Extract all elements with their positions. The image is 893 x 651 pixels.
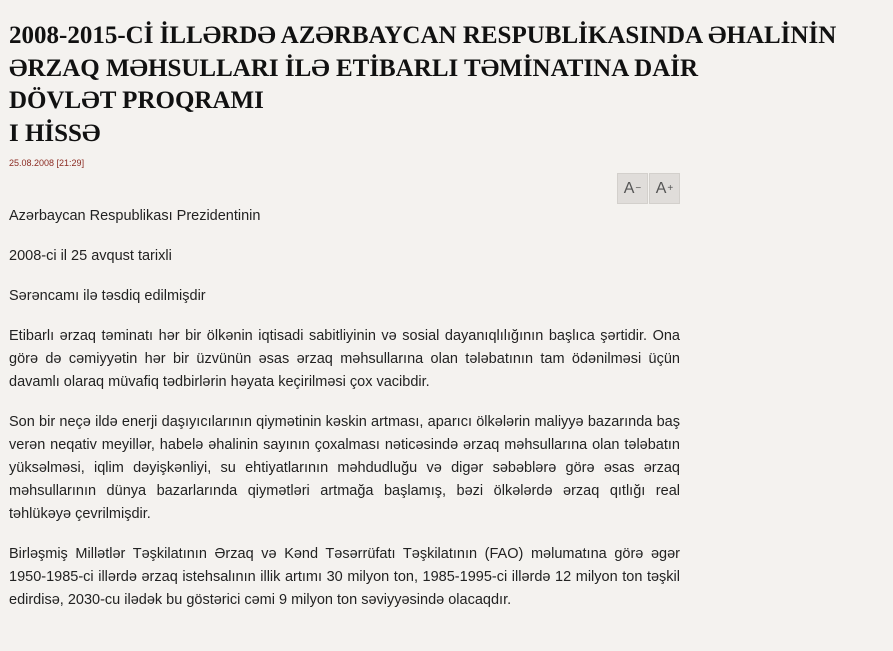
- title-line: ƏRZAQ MƏHSULLARI İLƏ ETİBARLI TƏMİNATINA DAİR: [9, 54, 699, 82]
- paragraph: Etibarlı ərzaq təminatı hər bir ölkənin iqtisadi sabitliyinin və sosial dayanıqlılığının başlıca şərtidir. Ona görə də cəmiyyətin hər bir üzvünün əsas ərzaq məhsullarına olan tələbatının tam ödənilməsi üçün davamlı olaraq müvafiq tədbirlərin həyata keçirilməsi çox vacibdir.: [9, 328, 680, 390]
- decrease-font-button[interactable]: [617, 173, 648, 204]
- paragraph: Birləşmiş Millətlər Təşkilatının Ərzaq və Kənd Təsərrüfatı Təşkilatının (FAO) məlumatına görə əgər 1950-1985-ci illərdə ərzaq istehsalının illik artımı 30 milyon ton, 1985-1995-ci illərdə 12 milyon ton təşkil edirdisə, 2030-cu ilədək bu göstərici cəmi 9 milyon ton səviyyəsində olacaqdır.: [9, 546, 680, 608]
- article-body: [9, 205, 680, 629]
- article-title: [9, 20, 889, 150]
- paragraph: Sərəncamı ilə təsdiq edilmişdir: [9, 288, 206, 304]
- article-date: 25.08.2008 [21:29]: [9, 158, 85, 168]
- plus-icon: +: [667, 183, 674, 194]
- title-line: 2008-2015-Cİ İLLƏRDƏ AZƏRBAYCAN RESPUBLİKASINDA ƏHALİNİN: [9, 22, 837, 49]
- increase-font-button[interactable]: [649, 173, 680, 204]
- paragraph: Son bir neçə ildə enerji daşıyıcılarının qiymətinin kəskin artması, aparıcı ölkələrin maliyyə bazarında baş verən neqativ meyillər, habelə əhalinin sayının çoxalması nəticəsində ərzaq məhsullarına olan tələbatın yüksəlməsi, iqlim dəyişkənliyi, su ehtiyatlarının məhdudluğu və digər səbəblərə görə əsas ərzaq məhsullarının dünya bazarlarında qiymətləri artmağa başlamış, bəzi ölkələrdə ərzaq qıtlığı real təhlükəyə çevrilmişdir.: [9, 414, 680, 522]
- title-line: DÖVLƏT PROQRAMI: [9, 87, 264, 114]
- paragraph: Azərbaycan Respublikası Prezidentinin: [9, 208, 261, 224]
- font-size-controls: [617, 173, 681, 205]
- minus-icon: −: [635, 183, 642, 194]
- title-line: I HİSSƏ: [9, 119, 101, 147]
- decrease-font-label: A: [623, 179, 635, 197]
- paragraph: 2008-ci il 25 avqust tarixli: [9, 248, 172, 264]
- increase-font-label: A: [655, 179, 667, 197]
